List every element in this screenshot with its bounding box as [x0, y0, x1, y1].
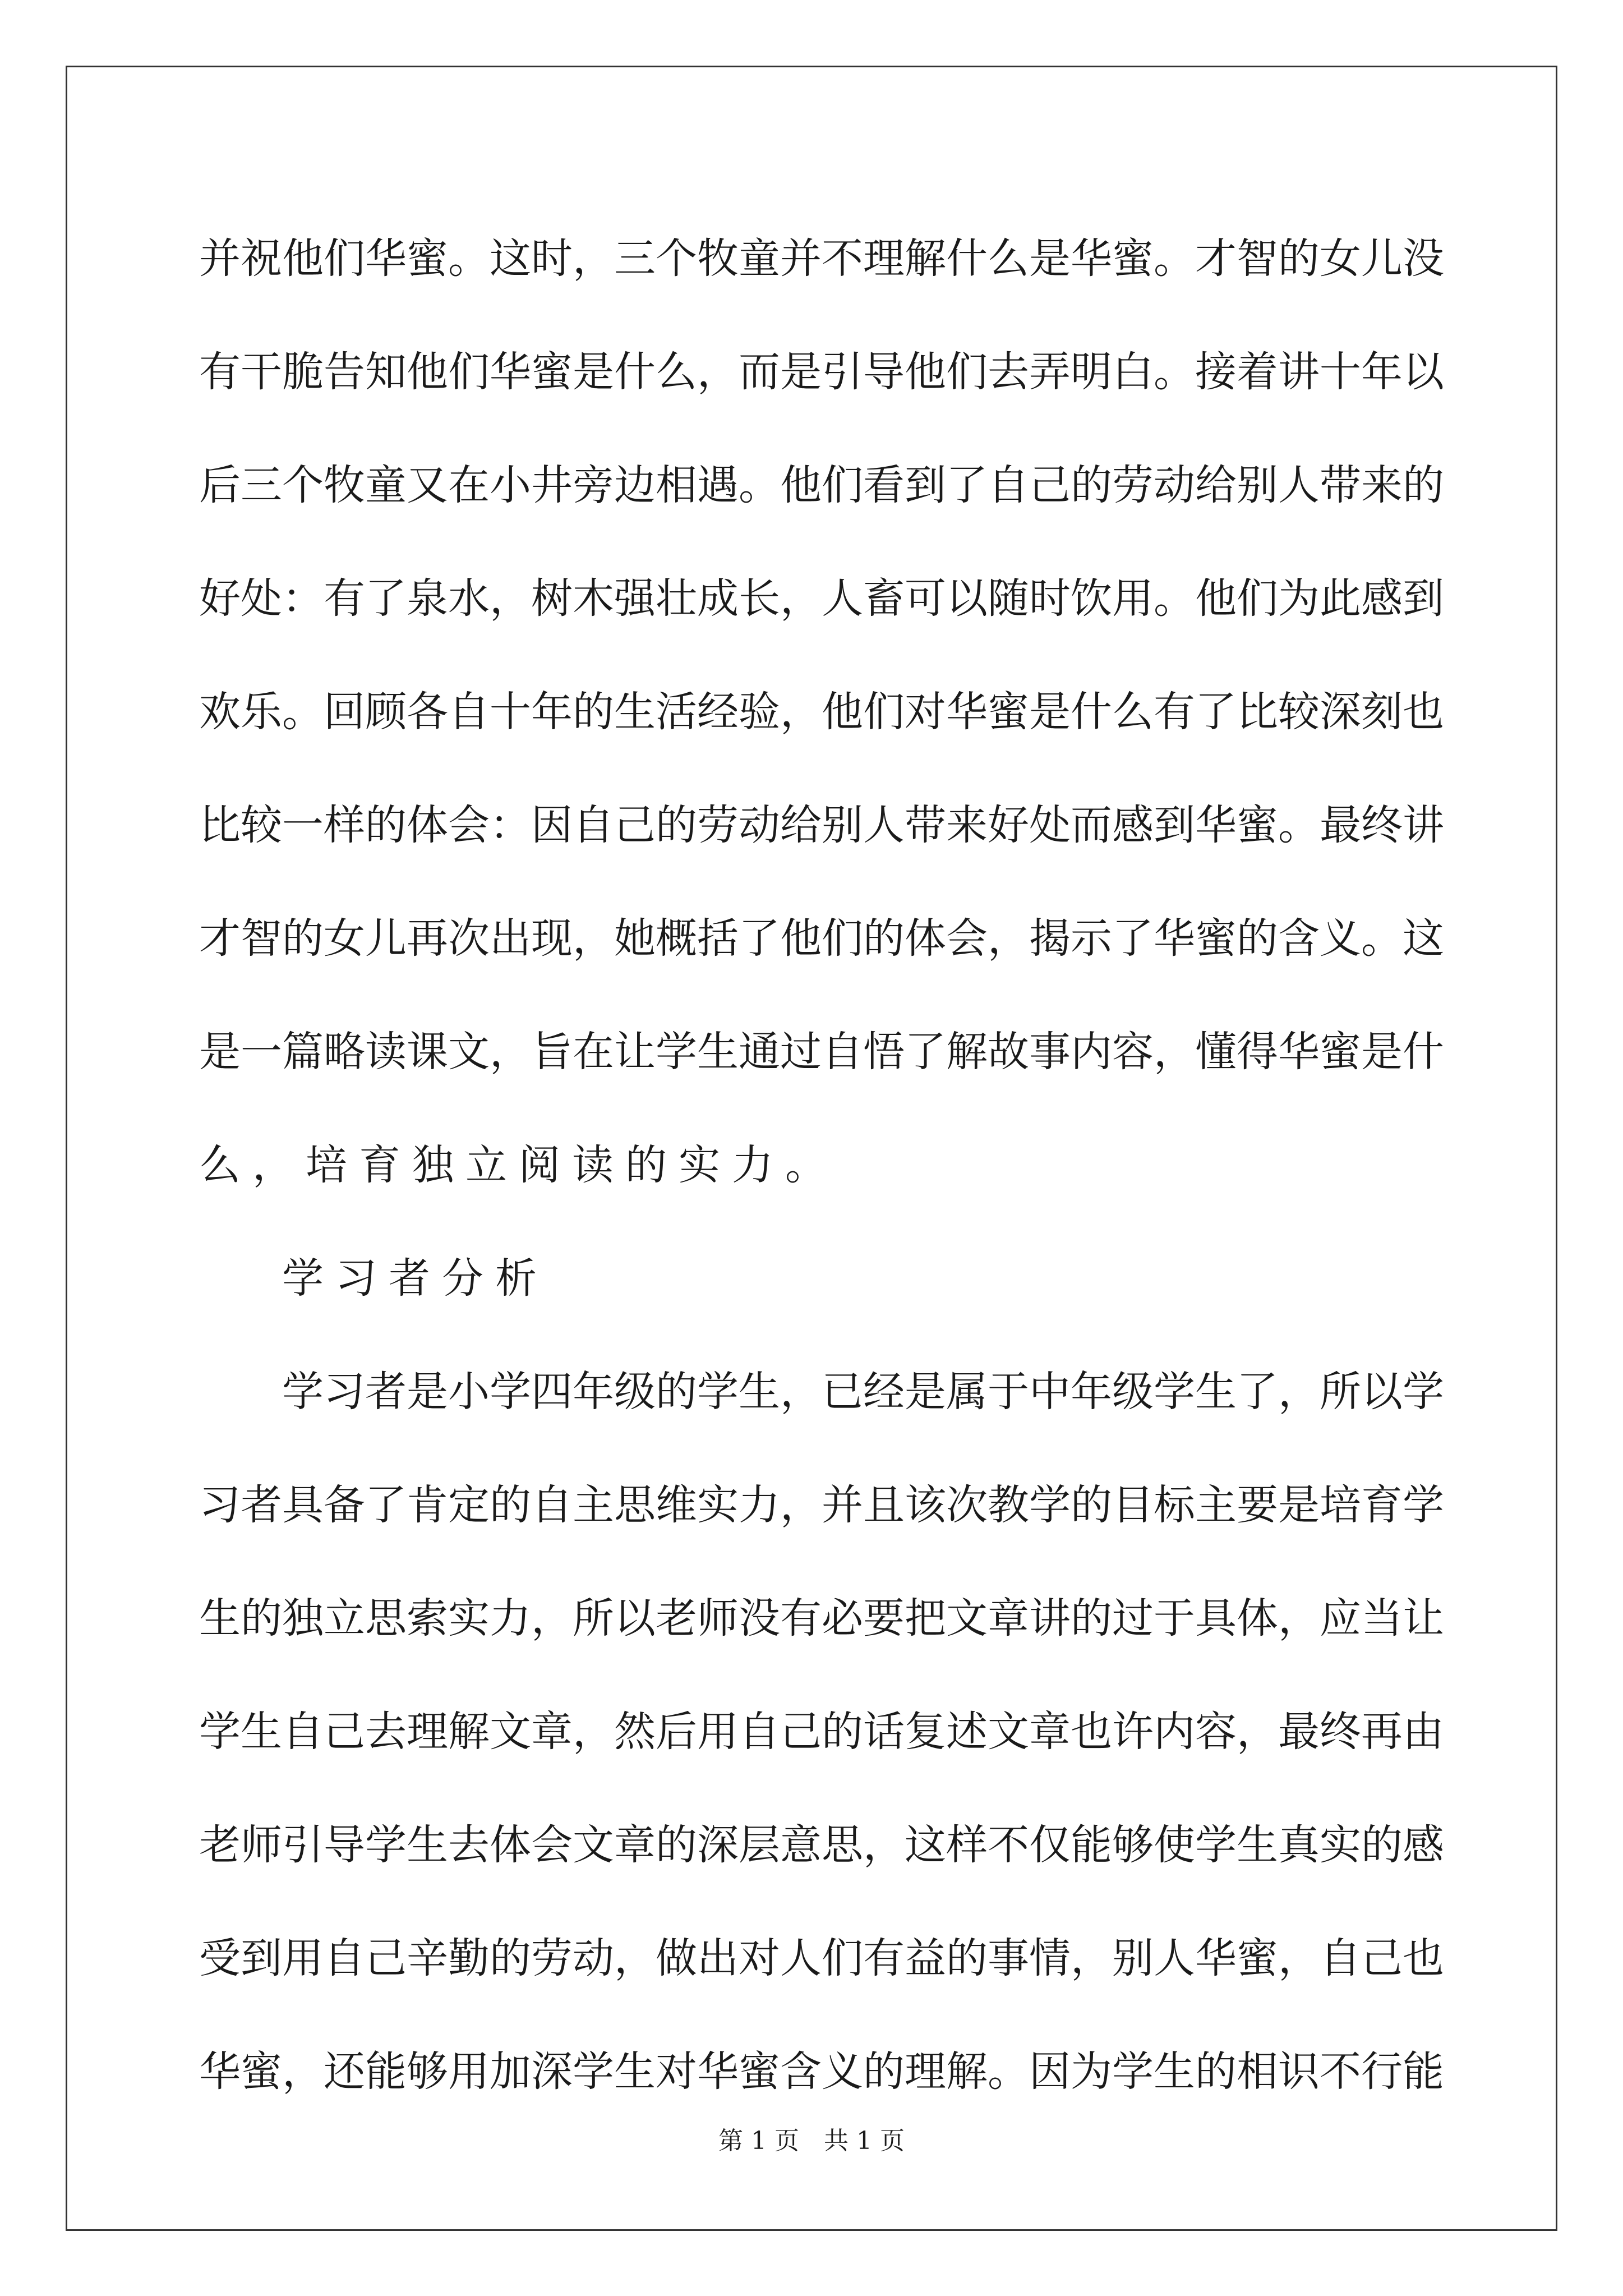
- paragraph-line: 生的独立思索实力，所以老师没有必要把文章讲的过于具体，应当让: [199, 1594, 1444, 1642]
- paragraph-line: 后三个牧童又在小井旁边相遇。他们看到了自己的劳动给别人带来的: [199, 461, 1444, 509]
- paragraph-line: 习者具备了肯定的自主思维实力，并且该次教学的目标主要是培育学: [199, 1481, 1444, 1529]
- paragraph-line: 学生自己去理解文章，然后用自己的话复述文章也许内容，最终再由: [199, 1708, 1444, 1756]
- paragraph-line: 有干脆告知他们华蜜是什么，而是引导他们去弄明白。接着讲十年以: [199, 348, 1444, 396]
- paragraph-line: 欢乐。回顾各自十年的生活经验，他们对华蜜是什么有了比较深刻也: [199, 688, 1444, 736]
- paragraph-line: 比较一样的体会：因自己的劳动给别人带来好处而感到华蜜。最终讲: [199, 801, 1444, 849]
- paragraph-line: 么，培育独立阅读的实力。: [199, 1141, 838, 1189]
- page-number-footer: 第 1 页 共 1 页: [718, 2127, 905, 2155]
- paragraph-line: 华蜜，还能够用加深学生对华蜜含义的理解。因为学生的相识不行能: [199, 2047, 1444, 2096]
- document-body: [199, 202, 1444, 2128]
- paragraph-line: 老师引导学生去体会文章的深层意思，这样不仅能够使学生真实的感: [199, 1821, 1444, 1869]
- paragraph-line: 受到用自己辛勤的劳动，做出对人们有益的事情，别人华蜜，自己也: [199, 1934, 1444, 1982]
- paragraph-line: 才智的女儿再次出现，她概括了他们的体会，揭示了华蜜的含义。这: [199, 914, 1444, 963]
- paragraph-line: 好处：有了泉水，树木强壮成长，人畜可以随时饮用。他们为此感到: [199, 574, 1444, 623]
- section-heading: 学习者分析: [282, 1254, 548, 1303]
- paragraph-line: 是一篇略读课文，旨在让学生通过自悟了解故事内容，懂得华蜜是什: [199, 1028, 1444, 1076]
- paragraph-line: 学习者是小学四年级的学生，已经是属于中年级学生了，所以学: [282, 1368, 1444, 1416]
- paragraph-line: 并祝他们华蜜。这时，三个牧童并不理解什么是华蜜。才智的女儿没: [199, 234, 1444, 283]
